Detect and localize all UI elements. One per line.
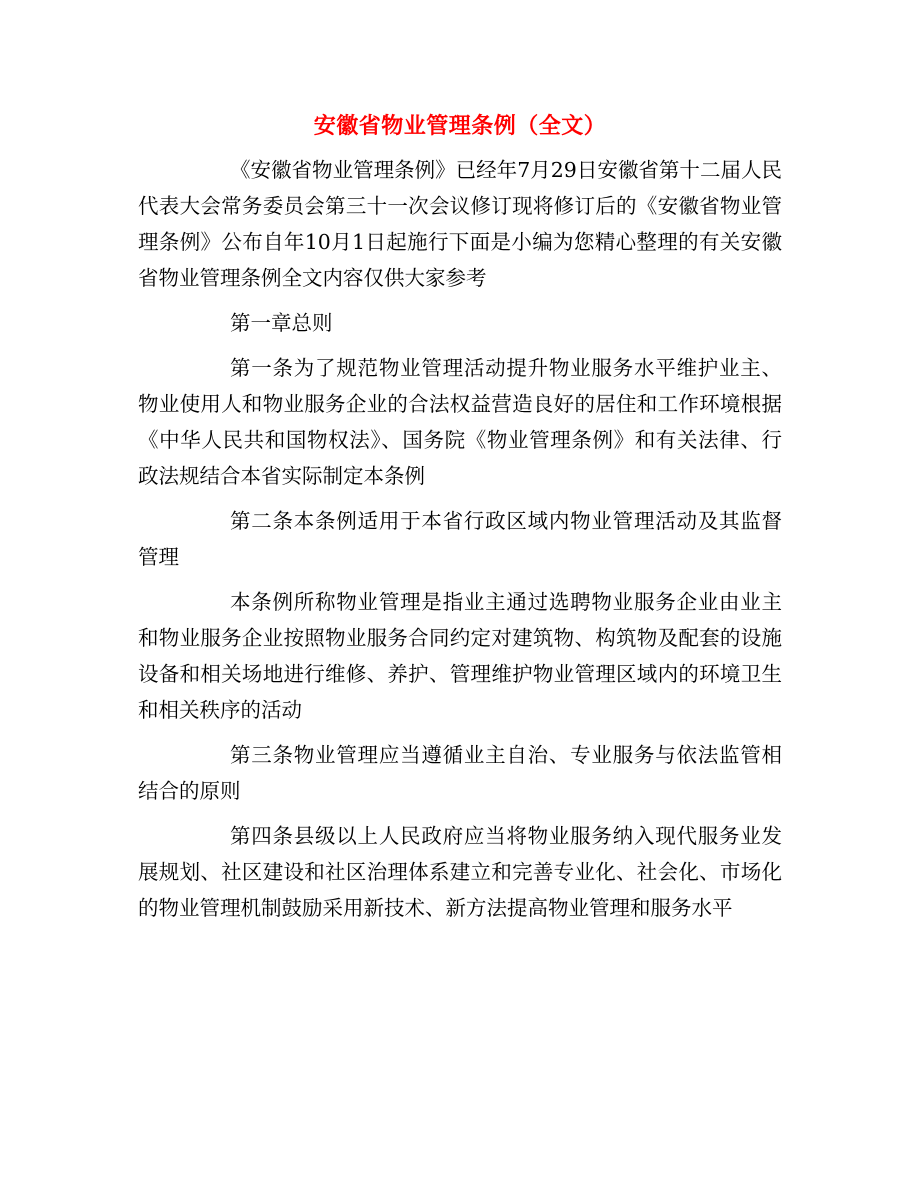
document-body [138,152,782,935]
paragraph-intro: 《安徽省物业管理条例》已经年7月29日安徽省第十二届人民代表大会常务委员会第三十一次会议修订现将修订后的《安徽省物业管理条例》公布自年10月1日起施行下面是小编为您精心整理的有关安徽省物业管理条例全文内容仅供大家参考 [138,158,782,290]
document-title: 安徽省物业管理条例（全文） [313,113,607,139]
paragraph-article-1: 第一条为了规范物业管理活动提升物业服务水平维护业主、物业使用人和物业服务企业的合法权益营造良好的居住和工作环境根据《中华人民共和国物权法》、国务院《物业管理条例》和有关法律、行政法规结合本省实际制定本条例 [138,356,782,488]
paragraph-article-3: 第三条物业管理应当遵循业主自治、专业服务与依法监管相结合的原则 [138,743,782,803]
paragraph-article-4: 第四条县级以上人民政府应当将物业服务纳入现代服务业发展规划、社区建设和社区治理体系建立和完善专业化、社会化、市场化的物业管理机制鼓励采用新技术、新方法提高物业管理和服务水平 [138,824,782,920]
paragraph-article-2: 第二条本条例适用于本省行政区域内物业管理活动及其监督管理 [138,509,782,569]
paragraph-chapter-1-heading: 第一章总则 [230,311,333,335]
paragraph-article-2-definition: 本条例所称物业管理是指业主通过选聘物业服务企业由业主和物业服务企业按照物业服务合同约定对建筑物、构筑物及配套的设施设备和相关场地进行维修、养护、管理维护物业管理区域内的环境卫生和相关秩序的活动 [138,590,782,722]
